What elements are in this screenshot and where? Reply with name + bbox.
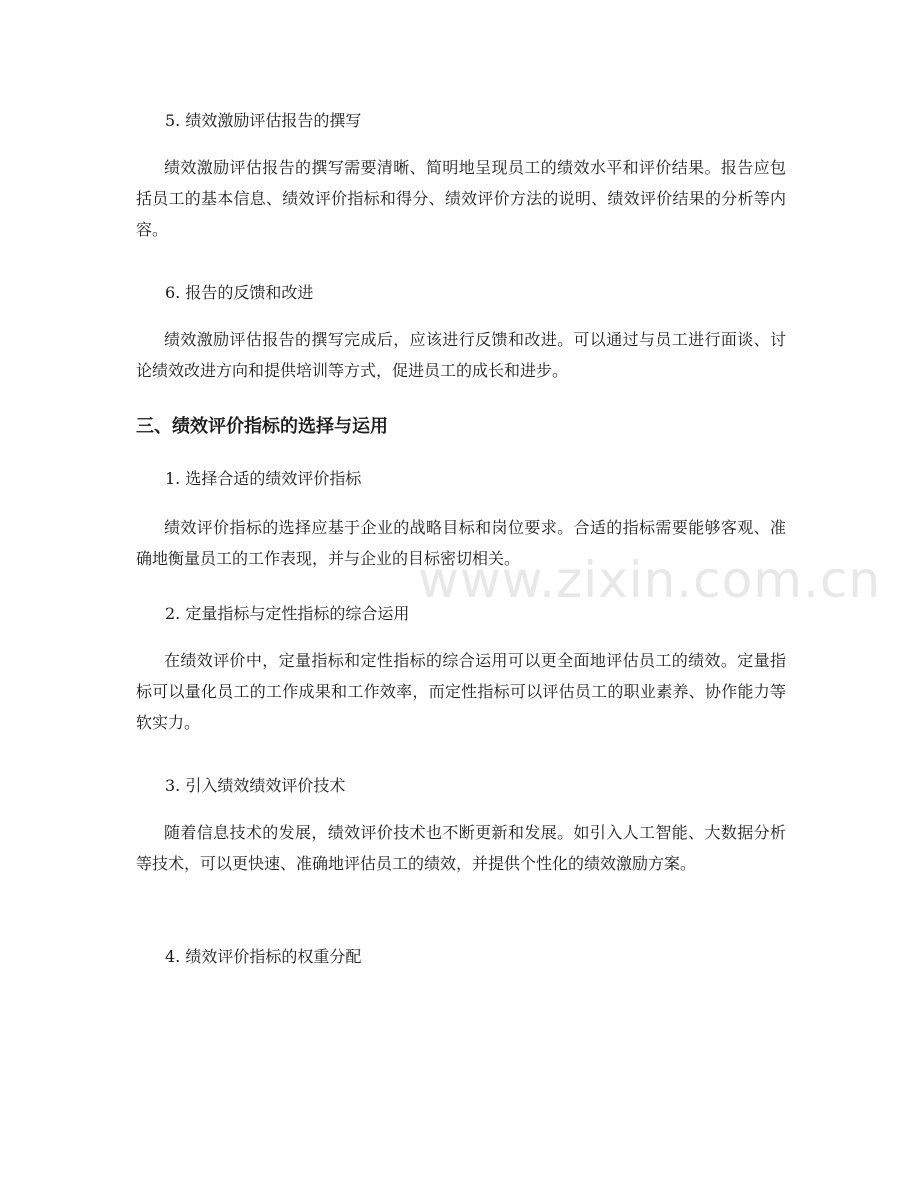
subheading-4: 4. 绩效评价指标的权重分配 <box>165 947 362 966</box>
watermark: www.zixin.com.cn <box>418 551 882 609</box>
paragraph-report-writing: 绩效激励评估报告的撰写需要清晰、简明地呈现员工的绩效水平和评价结果。报告应包括员工的基本信息、绩效评价指标和得分、绩效评价方法的说明、绩效评价结果的分析等内容。 <box>136 158 786 239</box>
subheading-2: 2. 定量指标与定性指标的综合运用 <box>165 604 410 623</box>
subheading-3: 3. 引入绩效绩效评价技术 <box>165 776 346 795</box>
subheading-1: 1. 选择合适的绩效评价指标 <box>165 469 362 488</box>
paragraph-quant-qual: 在绩效评价中，定量指标和定性指标的综合运用可以更全面地评估员工的绩效。定量指标可以量化员工的工作成果和工作效率，而定性指标可以评估员工的职业素养、协作能力等软实力。 <box>136 651 786 732</box>
paragraph-feedback: 绩效激励评估报告的撰写完成后，应该进行反馈和改进。可以通过与员工进行面谈、讨论绩效改进方向和提供培训等方式，促进员工的成长和进步。 <box>136 330 786 380</box>
subheading-5: 5. 绩效激励评估报告的撰写 <box>165 111 362 130</box>
subheading-6: 6. 报告的反馈和改进 <box>165 283 314 302</box>
paragraph-technology: 随着信息技术的发展，绩效评价技术也不断更新和发展。如引入人工智能、大数据分析等技术，可以更快速、准确地评估员工的绩效，并提供个性化的绩效激励方案。 <box>136 823 786 873</box>
section-heading-3: 三、绩效评价指标的选择与运用 <box>136 416 388 437</box>
paragraph-choose-indicators: 绩效评价指标的选择应基于企业的战略目标和岗位要求。合适的指标需要能够客观、准确地衡量员工的工作表现，并与企业的目标密切相关。 <box>136 518 786 568</box>
